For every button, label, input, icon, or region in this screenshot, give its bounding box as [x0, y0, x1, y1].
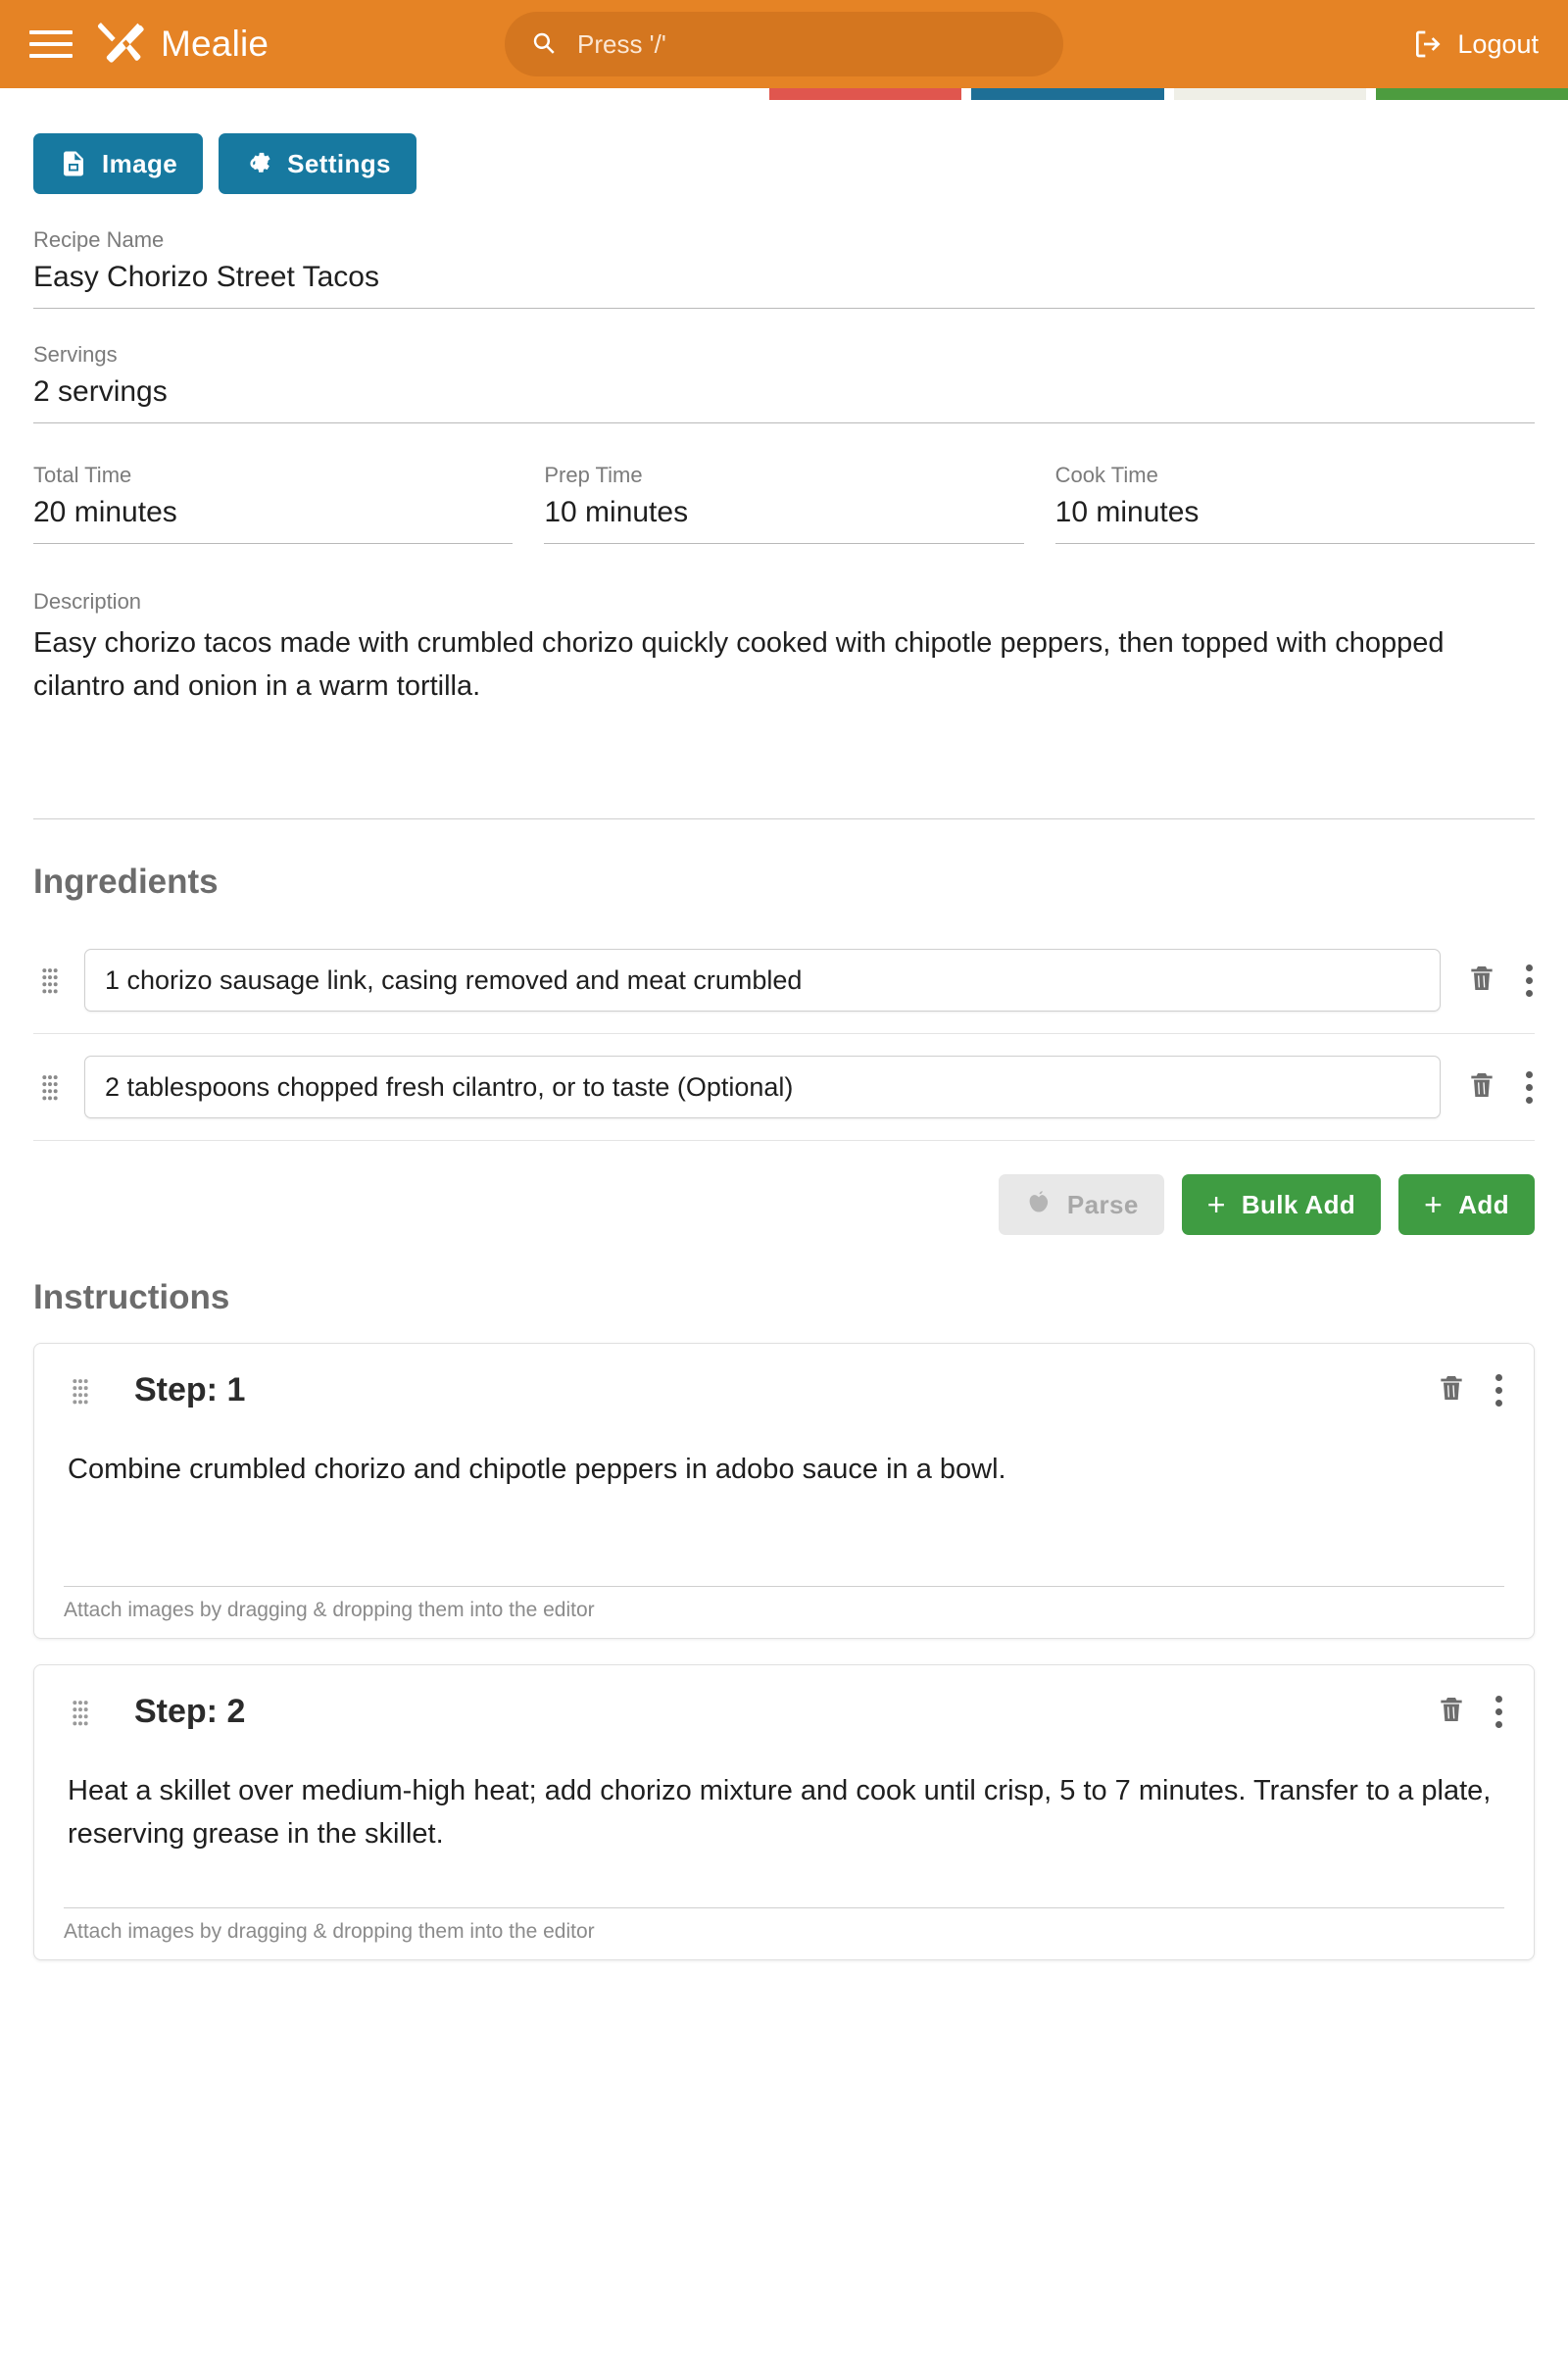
drag-handle-icon[interactable] — [33, 964, 67, 997]
step-actions — [1436, 1372, 1504, 1408]
plus-icon: + — [1424, 1187, 1444, 1222]
trash-icon[interactable] — [1436, 1372, 1467, 1408]
ingredient-row — [33, 1034, 1535, 1141]
instruction-step-card — [33, 1664, 1535, 1960]
logout-label: Logout — [1457, 28, 1539, 59]
total-time-field[interactable] — [33, 463, 513, 544]
step-header — [64, 1371, 1504, 1409]
trash-icon[interactable] — [1436, 1694, 1467, 1730]
more-vertical-icon[interactable] — [1493, 1374, 1504, 1407]
description-label: Description — [33, 589, 142, 614]
image-button-label: Image — [102, 148, 178, 178]
ingredient-actions — [33, 1174, 1535, 1235]
image-button[interactable] — [33, 133, 203, 194]
cook-time-input[interactable]: 10 minutes — [1055, 496, 1535, 544]
ingredient-row-actions — [1466, 1069, 1535, 1106]
parse-button[interactable] — [999, 1174, 1164, 1235]
total-time-label: Total Time — [33, 463, 132, 487]
settings-button-label: Settings — [287, 148, 391, 178]
ingredient-input[interactable]: 2 tablespoons chopped fresh cilantro, or to taste (Optional) — [84, 1056, 1441, 1118]
ingredient-input[interactable]: 1 chorizo sausage link, casing removed and meat crumbled — [84, 949, 1441, 1012]
plus-icon: + — [1206, 1187, 1226, 1222]
logout-icon — [1412, 28, 1444, 60]
step-text-input[interactable]: Heat a skillet over medium-high heat; add chorizo mixture and cook until crisp, 5 to 7 minutes. Transfer to a plate, reserving grease in the skillet. — [68, 1775, 1492, 1850]
prep-time-input[interactable]: 10 minutes — [544, 496, 1023, 544]
time-fields-row — [33, 463, 1535, 544]
hamburger-menu-icon[interactable] — [29, 23, 73, 66]
more-vertical-icon[interactable] — [1523, 964, 1535, 997]
servings-input[interactable]: 2 servings — [33, 375, 1535, 423]
recipe-name-input[interactable]: Easy Chorizo Street Tacos — [33, 261, 1535, 309]
cook-time-field[interactable] — [1055, 463, 1535, 544]
more-vertical-icon[interactable] — [1493, 1696, 1504, 1728]
search-placeholder: Press '/' — [577, 28, 666, 59]
editor-toolbar — [33, 88, 1535, 194]
cook-time-label: Cook Time — [1054, 463, 1158, 487]
trash-icon[interactable] — [1466, 1069, 1497, 1106]
step-actions — [1436, 1694, 1504, 1730]
ingredient-row — [33, 927, 1535, 1034]
prep-time-label: Prep Time — [544, 463, 643, 487]
bulk-add-button-label: Bulk Add — [1241, 1189, 1356, 1219]
instruction-step-card — [33, 1343, 1535, 1639]
add-ingredient-button[interactable] — [1398, 1174, 1535, 1235]
parse-button-label: Parse — [1066, 1189, 1139, 1219]
servings-label: Servings — [33, 342, 118, 367]
app-bar — [0, 0, 1568, 88]
step-attach-hint: Attach images by dragging & dropping them into the editor — [64, 1586, 1504, 1622]
search-icon — [530, 29, 560, 59]
drag-handle-icon[interactable] — [33, 1070, 67, 1104]
drag-handle-icon[interactable] — [64, 1374, 97, 1408]
recipe-name-label: Recipe Name — [33, 227, 165, 252]
search-input[interactable] — [505, 12, 1063, 76]
add-button-label: Add — [1458, 1189, 1509, 1219]
gear-icon — [244, 149, 273, 178]
step-header — [64, 1693, 1504, 1731]
ingredient-row-actions — [1466, 963, 1535, 999]
step-title: Step: 1 — [134, 1371, 246, 1408]
settings-button[interactable] — [219, 133, 416, 194]
servings-field[interactable] — [33, 342, 1535, 423]
step-text-input[interactable]: Combine crumbled chorizo and chipotle peppers in adobo sauce in a bowl. — [68, 1454, 1006, 1485]
bulk-add-button[interactable] — [1182, 1174, 1381, 1235]
description-divider — [33, 818, 1535, 819]
prep-time-field[interactable] — [544, 463, 1023, 544]
description-input[interactable]: Easy chorizo tacos made with crumbled chorizo quickly cooked with chipotle peppers, then topped with chopped cilantro and onion in a warm tortilla. — [33, 627, 1445, 702]
more-vertical-icon[interactable] — [1523, 1071, 1535, 1104]
drag-handle-icon[interactable] — [64, 1696, 97, 1729]
step-title: Step: 2 — [134, 1693, 246, 1730]
description-field[interactable] — [33, 589, 1535, 819]
apple-icon — [1024, 1190, 1054, 1219]
total-time-input[interactable]: 20 minutes — [33, 496, 513, 544]
ingredients-heading: Ingredients — [33, 863, 219, 901]
trash-icon[interactable] — [1466, 963, 1497, 999]
instructions-heading: Instructions — [33, 1278, 230, 1316]
brand-title: Mealie — [161, 24, 270, 64]
image-file-icon — [59, 149, 88, 178]
step-attach-hint: Attach images by dragging & dropping them into the editor — [64, 1907, 1504, 1944]
recipe-name-field[interactable] — [33, 227, 1535, 309]
logout-button[interactable] — [1412, 28, 1539, 60]
recipe-editor-page — [0, 88, 1568, 1960]
fork-knife-logo-icon — [94, 19, 145, 70]
